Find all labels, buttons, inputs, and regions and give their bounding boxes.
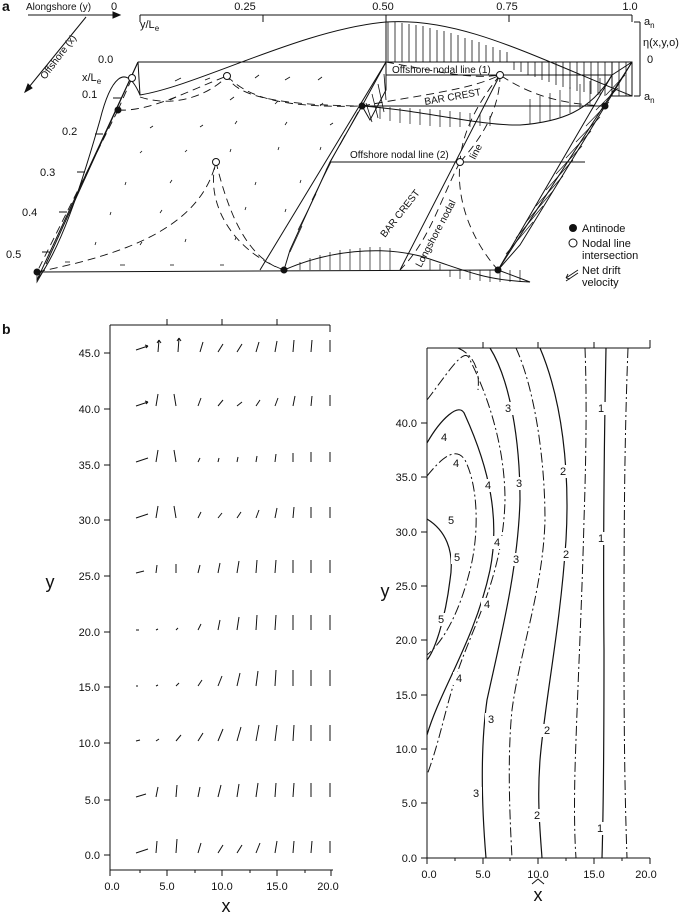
right-ytick-7: 35.0 <box>395 472 417 484</box>
vector-arrow <box>237 457 238 462</box>
legend-nodal-label-1: Nodal line <box>582 238 631 250</box>
eta-label: η(x,y,o) <box>643 37 679 49</box>
left-ytick-7: 35.0 <box>78 460 100 472</box>
top-tick-3: 0.75 <box>496 1 518 13</box>
panel-a <box>2 0 679 289</box>
vector-arrow <box>256 725 259 741</box>
vector-arrow <box>156 685 158 686</box>
vector-field-plot <box>104 319 333 876</box>
left-plot-top-ticks <box>167 319 277 325</box>
vector-arrow <box>237 617 239 630</box>
right-xtick-0: 0.0 <box>421 869 437 881</box>
contour-label-1: 1 <box>597 403 605 415</box>
left-ytick-5: 25.0 <box>78 571 100 583</box>
vector-arrow <box>256 615 257 630</box>
vector-arrow <box>293 340 294 352</box>
left-ytick-4: 20.0 <box>78 627 100 639</box>
left-tick-3: 0.3 <box>40 167 56 179</box>
dashdot-contours <box>427 348 628 858</box>
vector-arrow <box>136 514 148 518</box>
vector-arrow <box>198 733 203 741</box>
contour-label-4: 4 <box>483 599 491 611</box>
nodal-intersection-marker <box>213 159 220 166</box>
amp-bottom-label: $a_n$ <box>644 91 655 105</box>
contour-label-3: 3 <box>487 714 495 726</box>
vector-arrow <box>218 729 223 741</box>
vector-arrow <box>198 512 201 518</box>
vector-arrow <box>174 394 176 406</box>
vector-arrow <box>177 338 181 352</box>
nodal-intersection-marker <box>497 72 504 79</box>
antinode-marker <box>495 267 502 274</box>
left-ytick-8: 40.0 <box>78 404 100 416</box>
longshore-nodal-line <box>400 75 500 270</box>
vector-arrow <box>256 671 258 686</box>
right-plot-ylabel: y <box>380 581 390 601</box>
left-plot-xlabel: x <box>221 896 231 914</box>
right-ytick-1: 5.0 <box>401 798 417 810</box>
x-over-le-label: $x/L_e$ <box>82 72 102 86</box>
amplitude-labels <box>643 16 679 105</box>
vector-arrow <box>198 680 202 686</box>
plane-bottom-edge <box>37 270 498 272</box>
antinode-marker <box>34 269 41 276</box>
vector-arrow <box>237 402 242 406</box>
top-ruler-ticks <box>140 15 632 22</box>
left-xtick-1: 5.0 <box>159 881 175 893</box>
left-xtick-2: 10.0 <box>211 881 233 893</box>
left-tick-4: 0.4 <box>22 207 38 219</box>
contour-label-4: 4 <box>493 537 501 549</box>
left-tick-0: 0.0 <box>98 54 114 66</box>
antinode-marker <box>602 103 609 110</box>
vector-arrow <box>256 783 258 797</box>
legend-drift-icon <box>566 270 578 281</box>
right-xtick-2: 10.0 <box>527 869 549 881</box>
contour-label-4: 4 <box>455 673 463 685</box>
right-plot-top-ticks <box>483 342 594 348</box>
legend <box>566 223 638 289</box>
offshore-axis-label: Offshore (x) <box>38 33 80 82</box>
vector-arrow <box>136 401 148 406</box>
vector-arrow <box>136 794 146 797</box>
vector-arrow <box>275 508 277 518</box>
vector-arrow <box>174 506 176 518</box>
vector-arrow <box>256 456 257 462</box>
right-xtick-3: 15.0 <box>583 869 605 881</box>
vector-arrow <box>275 841 277 853</box>
contour-label-5: 5 <box>447 515 455 527</box>
vector-arrow <box>156 506 158 518</box>
vector-arrow <box>156 394 158 406</box>
vector-arrow <box>293 725 294 741</box>
vector-arrow <box>176 683 179 686</box>
vector-arrow <box>275 398 278 406</box>
right-xtick-1: 5.0 <box>475 869 491 881</box>
vector-arrow <box>156 629 158 630</box>
legend-nodal-label-2: intersection <box>582 250 639 262</box>
vector-arrow <box>237 512 241 518</box>
contour-label-3: 3 <box>515 478 523 490</box>
left-plot-ylabel: y <box>45 572 55 592</box>
right-xtick-4: 20.0 <box>635 869 657 881</box>
contour-label-2: 2 <box>562 549 570 561</box>
right-plot-labels <box>381 418 657 905</box>
right-plot-x-ticks <box>427 858 650 864</box>
vector-arrow <box>237 784 239 797</box>
line-label: line <box>467 142 485 162</box>
top-tick-4: 1.0 <box>622 1 638 13</box>
contour-label-4: 4 <box>440 432 448 444</box>
vector-arrow <box>256 843 260 853</box>
legend-antinode-icon <box>569 224 577 232</box>
contour-plot <box>421 340 650 864</box>
contour-label-2: 2 <box>543 725 551 737</box>
solid-contours <box>427 348 606 858</box>
bar-crest-band <box>362 62 386 120</box>
legend-antinode-label: Antinode <box>582 223 626 235</box>
vector-arrow <box>218 513 222 518</box>
right-plot-y-ticks <box>421 423 427 858</box>
vector-arrow <box>275 560 276 573</box>
vector-arrow <box>200 342 203 352</box>
vector-arrow <box>256 510 259 518</box>
left-ytick-0: 0.0 <box>84 850 100 862</box>
middle-band-hatching <box>380 78 600 127</box>
vector-arrow <box>218 676 222 686</box>
contour-line-dashdot <box>575 348 587 858</box>
contour-line-5 <box>427 519 451 660</box>
nodal-intersection-marker <box>129 75 136 82</box>
right-plot-xlabel: x <box>533 885 543 905</box>
contour-label-5: 5 <box>453 552 461 564</box>
vector-arrow <box>256 560 257 573</box>
vector-arrow <box>218 344 223 352</box>
vector-arrow <box>176 628 178 630</box>
vector-arrow <box>237 561 239 573</box>
dashed-bar-crest-curves <box>37 62 605 272</box>
contour-label-4: 4 <box>452 458 460 470</box>
right-ytick-5: 25.0 <box>395 581 417 593</box>
offshore-nodal-2-label: Offshore nodal line (2) <box>350 150 449 161</box>
vector-arrow <box>218 785 221 797</box>
vector-arrow <box>198 565 200 573</box>
vector-arrow <box>275 725 277 741</box>
vector-arrow <box>237 344 242 352</box>
offshore-nodal-1-label: Offshore nodal line (1) <box>392 65 491 76</box>
contour-label-3: 3 <box>472 788 480 800</box>
vector-arrow <box>275 615 276 630</box>
vector-arrow <box>136 571 144 573</box>
amp-top-label: $a_n$ <box>644 16 655 30</box>
vector-arrow <box>156 739 159 741</box>
vector-arrow <box>218 620 220 630</box>
vector-arrow <box>198 624 201 630</box>
right-ytick-0: 0.0 <box>401 853 417 865</box>
vector-arrow <box>293 396 295 406</box>
bar-crest-top-label: BAR CREST <box>423 87 482 108</box>
vector-arrow <box>311 340 312 352</box>
panel-b-label: b <box>2 321 11 337</box>
vector-arrow <box>218 458 219 462</box>
contour-label-2: 2 <box>559 466 567 478</box>
top-tick-0: 0 <box>110 1 118 13</box>
vector-arrow <box>156 450 158 462</box>
left-tick-5: 0.5 <box>6 249 22 261</box>
right-ytick-3: 15.0 <box>395 690 417 702</box>
vector-arrow <box>275 454 276 462</box>
vector-arrow <box>198 398 201 406</box>
right-ytick-2: 10.0 <box>395 744 417 756</box>
bar-crest-mid-label: BAR CREST <box>378 187 423 240</box>
vector-arrow <box>237 845 242 853</box>
legend-drift-label-1: Net drift <box>582 265 621 277</box>
nodal-intersection-marker <box>224 73 231 80</box>
vector-arrow <box>218 563 220 573</box>
contour-label-1: 1 <box>596 823 604 835</box>
vector-arrow <box>311 841 312 853</box>
vector-arrow <box>176 785 177 797</box>
left-plot-labels <box>46 348 339 914</box>
vector-arrow <box>156 787 158 797</box>
vector-arrow <box>156 565 157 573</box>
right-ytick-6: 30.0 <box>395 527 417 539</box>
left-plot-x-ticks <box>110 870 331 876</box>
legend-nodal-icon <box>569 239 577 247</box>
left-ytick-6: 30.0 <box>78 515 100 527</box>
left-tick-2: 0.2 <box>62 126 78 138</box>
antinode-marker <box>281 267 288 274</box>
left-wall <box>284 106 362 270</box>
top-tick-1: 0.25 <box>234 1 256 13</box>
contour-label-3: 3 <box>512 554 520 566</box>
amp-zero-label: 0 <box>647 54 654 66</box>
top-tick-labels <box>111 1 638 13</box>
vector-arrow <box>136 345 148 350</box>
vector-arrows <box>136 338 330 853</box>
contour-line-2 <box>539 348 570 858</box>
left-xtick-4: 20.0 <box>317 881 339 893</box>
left-ytick-1: 5.0 <box>84 795 100 807</box>
vector-arrow <box>157 340 161 352</box>
vector-arrow <box>136 849 148 853</box>
vector-arrow <box>293 783 294 797</box>
vector-arrow <box>136 740 140 741</box>
left-tick-1: 0.1 <box>82 89 98 101</box>
nodal-intersection-marker <box>457 159 464 166</box>
left-xtick-0: 0.0 <box>104 881 120 893</box>
right-ytick-4: 20.0 <box>395 635 417 647</box>
left-ytick-2: 10.0 <box>78 738 100 750</box>
vector-arrow <box>293 841 294 853</box>
y-over-le-label: $y/L_e$ <box>140 19 160 33</box>
left-xtick-3: 15.0 <box>266 881 288 893</box>
antinode-marker <box>359 103 366 110</box>
contour-line-dashdot <box>624 348 628 858</box>
vector-arrow <box>237 727 241 741</box>
vector-arrow <box>174 450 176 462</box>
left-plot-y-ticks <box>104 353 110 855</box>
vector-arrow <box>293 507 294 518</box>
vector-arrow <box>156 841 157 853</box>
contour-line-dashdot <box>458 348 478 390</box>
panel-a-label: a <box>2 0 10 14</box>
longshore-nodal-label: Longshore nodal <box>413 198 459 270</box>
vector-arrow <box>218 400 223 406</box>
contour-label-2: 2 <box>533 810 541 822</box>
left-ytick-9: 45.0 <box>78 348 100 360</box>
contour-label-4: 4 <box>484 480 492 492</box>
vector-arrow <box>275 341 277 352</box>
contour-label-5: 5 <box>437 614 445 626</box>
vector-arrow <box>275 670 276 686</box>
vector-arrow <box>256 400 260 406</box>
vector-arrow <box>176 735 181 741</box>
vector-arrow <box>218 845 223 853</box>
vector-arrow <box>256 342 259 352</box>
vector-arrow <box>176 839 177 853</box>
vector-arrow <box>311 396 312 406</box>
right-ytick-8: 40.0 <box>395 418 417 430</box>
contour-line-1 <box>602 348 606 858</box>
vector-arrow <box>237 673 240 686</box>
alongshore-axis-label: Alongshore (y) <box>26 2 92 13</box>
contour-label-1: 1 <box>597 533 605 545</box>
legend-drift-label-2: velocity <box>582 277 619 289</box>
vector-arrow <box>275 783 276 797</box>
vector-arrow <box>198 843 201 853</box>
vector-arrow <box>136 458 148 462</box>
vector-arrow <box>198 458 200 462</box>
vector-arrow <box>198 787 200 797</box>
offshore-nodal-line-1 <box>260 62 386 270</box>
antinode-marker <box>115 107 122 114</box>
top-tick-2: 0.50 <box>372 1 394 13</box>
contour-label-3: 3 <box>504 403 512 415</box>
left-ytick-3: 15.0 <box>78 682 100 694</box>
